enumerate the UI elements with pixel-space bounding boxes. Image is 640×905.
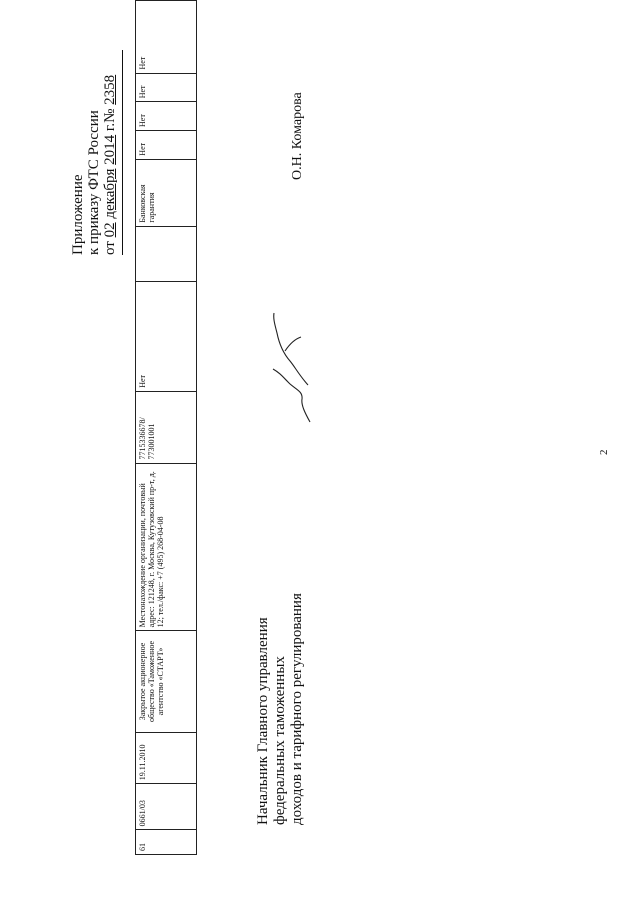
- date-year-suffix: г.: [102, 122, 118, 132]
- registry-table: [135, 0, 197, 855]
- cell-inn-kpp: 7715336678/ 773001001: [136, 391, 197, 463]
- signer-title: [255, 593, 306, 825]
- signer-title-line2: федеральных таможенных: [272, 656, 288, 825]
- cell-date: 19.11.2010: [136, 732, 197, 784]
- date-day: 02: [102, 222, 118, 238]
- handwritten-signature: [255, 305, 320, 425]
- table-row: [136, 1, 197, 855]
- cell-guarantee: Банковская гарантия: [136, 159, 197, 226]
- date-prefix: от: [102, 241, 118, 255]
- cell-col13: Нет: [136, 1, 197, 74]
- order-number: 2358: [102, 74, 118, 105]
- appendix-header: [70, 75, 118, 255]
- date-year: 2014: [102, 134, 118, 165]
- cell-col12: Нет: [136, 73, 197, 102]
- cell-col8: [136, 226, 197, 281]
- cell-col10: Нет: [136, 130, 197, 159]
- cell-col11: Нет: [136, 102, 197, 131]
- cell-index: 61: [136, 830, 197, 855]
- signer-title-line1: Начальник Главного управления: [255, 617, 271, 825]
- signer-title-line3: доходов и тарифного регулирования: [289, 593, 305, 825]
- cell-address: Местонахождение организации, почтовый адрес: 121248, г. Москва, Кутузовский пр-т, д. 12; тел./факс: +7 (495) 268-04-08: [136, 463, 197, 631]
- appendix-title: Приложение: [70, 174, 86, 255]
- appendix-order-ref: к приказу ФТС России: [86, 110, 102, 255]
- header-rule: [122, 50, 123, 255]
- date-month: декабря: [102, 168, 118, 219]
- page-number: 2: [598, 449, 610, 455]
- cell-col7: Нет: [136, 281, 197, 391]
- signer-name: О.Н. Комарова: [290, 92, 305, 180]
- number-sign: №: [102, 108, 118, 123]
- appendix-date-line: [102, 75, 118, 255]
- cell-reg-number: 0661/03: [136, 784, 197, 830]
- cell-organization: Закрытое акционерное общество «Таможенное агентство «СТАРТ»: [136, 631, 197, 732]
